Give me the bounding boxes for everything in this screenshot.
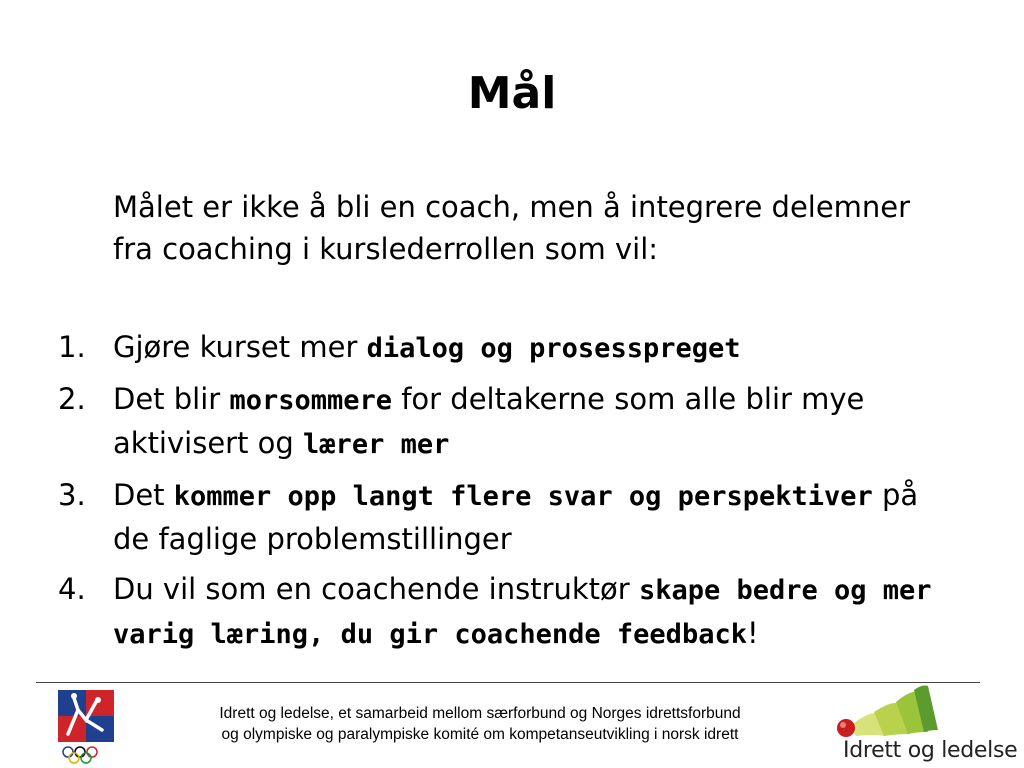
goal-emphasis-text: lærer mer [303,429,450,460]
goal-list-number: 3. [58,478,86,512]
goal-emphasis-text: dialog og prosesspreget [366,333,741,364]
goal-list-number: 1. [58,330,86,364]
goal-text: Det [113,478,174,512]
goal-list [58,326,958,664]
goal-list-item [58,326,958,370]
right-logo-text: Idrett og ledelse [843,738,1018,763]
goal-text: på de faglige problemstillinger [113,478,919,556]
logo-ball [837,719,855,737]
goal-text: Gjøre kurset mer [113,330,367,364]
goal-text: for deltakerne som alle blir mye aktivisert og [113,382,865,460]
goal-emphasis-text: skape bedre og mer varig læring, du gir coachende feedback [113,575,932,650]
intro-paragraph: Målet er ikke å bli en coach, men å integrere delemner fra coaching i kurslederrollen som vil: [113,190,911,266]
footer-line-2: og olympiske og paralympiske komité om kompetanseutvikling i norsk idrett [221,726,739,743]
goal-text: ! [746,616,759,650]
footer-divider [36,682,980,683]
footer-line-1: Idrett og ledelse, et samarbeid mellom særforbund og Norges idrettsforbund [219,705,741,722]
goal-list-number: 2. [58,382,86,416]
goal-list-item [58,474,958,560]
goal-emphasis-text: kommer opp langt flere svar og perspektiver [173,481,873,512]
goal-list-item [58,568,958,656]
nif-logo-icon [56,690,116,766]
slide-title: Mål [467,68,557,119]
goal-list-item [58,378,958,466]
footer-text [160,703,800,745]
goal-text: Du vil som en coachende instruktør [113,572,639,606]
goal-emphasis-text: morsommere [229,385,392,416]
goal-text: Det blir [113,382,230,416]
goal-list-number: 4. [58,572,86,606]
